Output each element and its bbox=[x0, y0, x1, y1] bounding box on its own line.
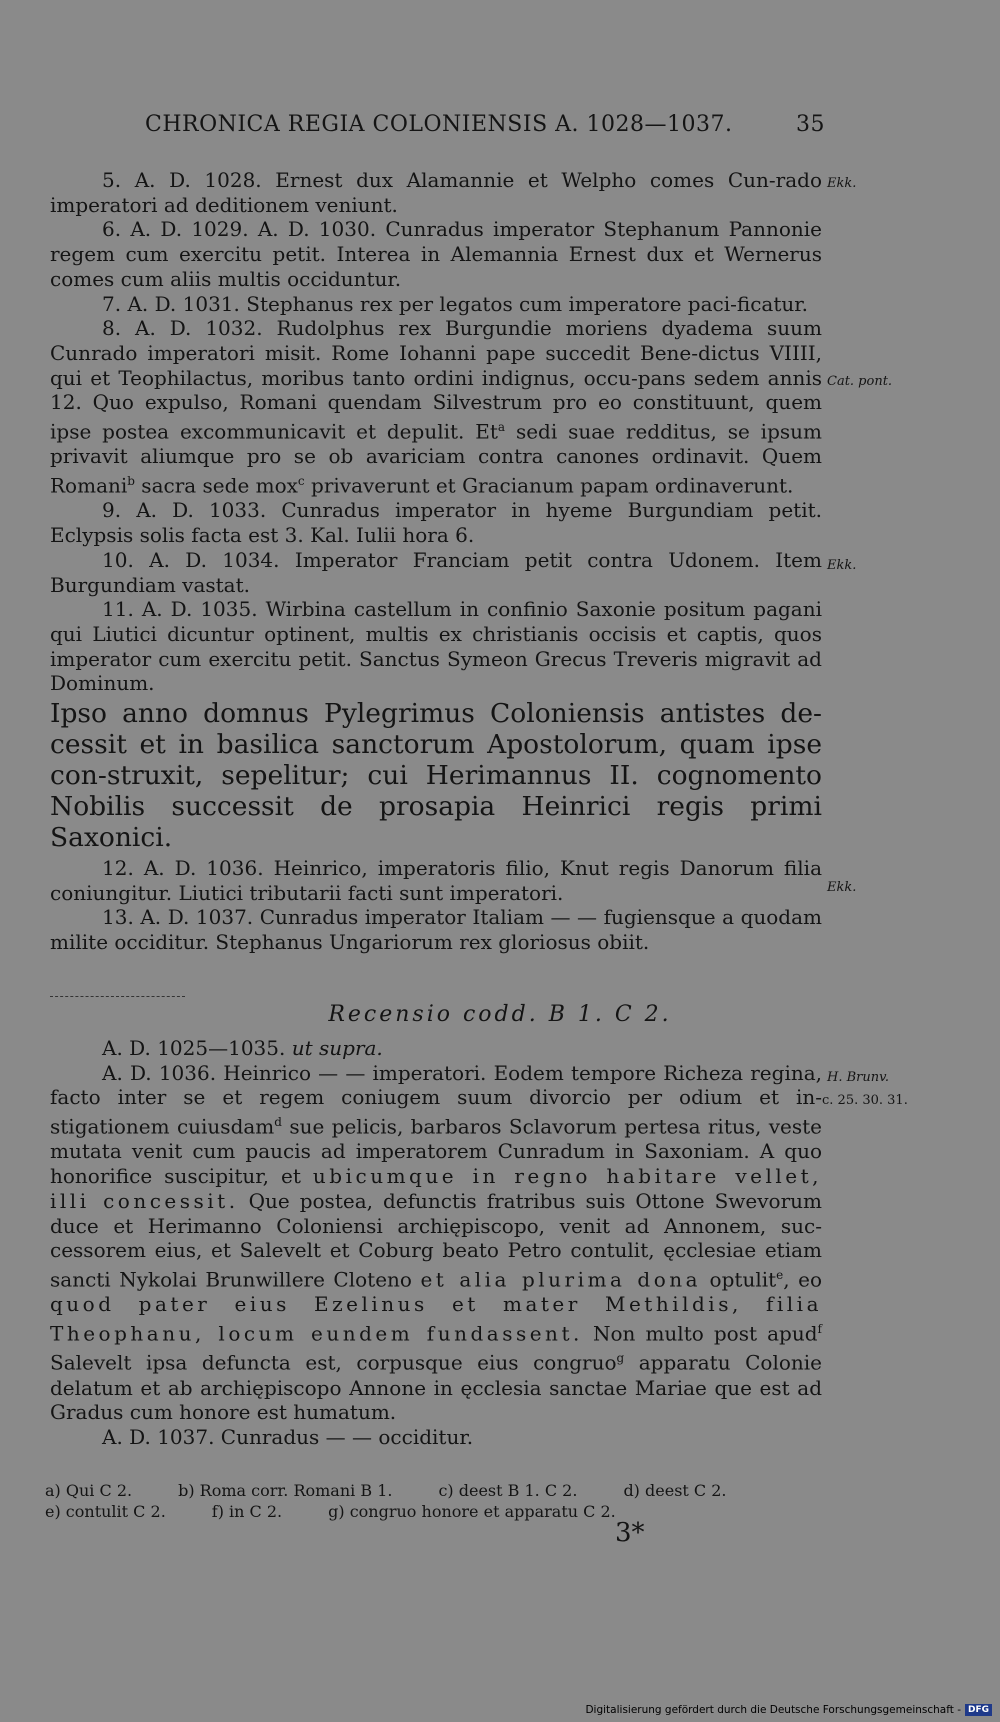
section-divider bbox=[50, 996, 185, 998]
recensio-heading: Recensio codd. B 1. C 2. bbox=[328, 1002, 672, 1027]
margin-note-cat-pont: Cat. pont. bbox=[827, 374, 893, 389]
margin-note-chapters: c. 25. 30. 31. bbox=[822, 1093, 908, 1108]
footer-text: Digitalisierung gefördert durch die Deutsche Forschungsgemeinschaft - bbox=[585, 1704, 961, 1716]
digitization-footer bbox=[585, 1704, 992, 1716]
page-title: CHRONICA REGIA COLONIENSIS A. 1028—1037. bbox=[145, 112, 733, 137]
footnote-c: c) deest B 1. C 2. bbox=[438, 1481, 578, 1500]
entry-1032: 8. A. D. 1032. Rudolphus rex Burgundie moriens dyadema suum Cunrado imperatori misit. Rome Iohanni pape succedit Bene-dictus VIIII, qui et Teophilactus, moribus tanto ordini indignus, occu-pans sedem annis 12. Quo expulso, Romani quendam Silvestrum pro eo constituunt, quem ipse postea excommunicavit et depulit. Et$^a$ sedi suae redditus, se ipsum privavit aliumque pro se ob avariciam contra canones ordinavit. Quem Romani$^b$ sacra sede mox$^c$ privaverunt et Gracianum papam ordinaverunt. bbox=[50, 316, 822, 498]
chronicle-text bbox=[50, 168, 822, 955]
footnote-d: d) deest C 2. bbox=[623, 1481, 727, 1500]
recensio-text bbox=[50, 1036, 822, 1450]
entry-1031: 7. A. D. 1031. Stephanus rex per legatos cum imperatore paci-ficatur. bbox=[102, 291, 808, 316]
entry-1034: 10. A. D. 1034. Imperator Franciam petit contra Udonem. Item Burgundiam vastat. bbox=[50, 547, 822, 597]
footnotes bbox=[45, 1480, 835, 1522]
footnote-f: f) in C 2. bbox=[211, 1502, 283, 1521]
recensio-entry-1037: A. D. 1037. Cunradus — — occiditur. bbox=[102, 1425, 474, 1450]
margin-note-h-brunv: H. Brunv. bbox=[827, 1070, 890, 1085]
entry-1033: 9. A. D. 1033. Cunradus imperator in hyeme Burgundiam petit. Eclypsis solis facta est 3. Kal. Iulii hora 6. bbox=[50, 498, 822, 548]
margin-note-ekk: Ekk. bbox=[827, 880, 857, 895]
recensio-entry-1036: A. D. 1036. Heinrico — — imperatori. Eodem tempore Richeza regina, facto inter se et regem coniugem suum divorcio per odium et in-stigationem cuiusdam$^d$ sue pelicis, barbaros Sclavorum pertesa ritus, veste mutata venit cum paucis ad imperatorem Cunradum in Saxoniam. A quo honorifice suscipitur, et ubicumque in regno habitare vellet, illi concessit. Que postea, defunctis fratribus suis Ottone Swevorum duce et Herimanno Coloniensi archiępiscopo, venit ad Annonem, suc-cessorem eius, et Salevelt et Coburg beato Petro contulit, ęcclesiae etiam sancti Nykolai Brunwillere Cloteno et alia plurima dona optulit$^e$, eo quod pater eius Ezelinus et mater Methildis, filia Theophanu, locum eundem fundassent. Non multo post apud$^f$ Salevelt ipsa defuncta est, corpusque eius congruo$^g$ apparatu Colonie delatum et ab archiępiscopo Annone in ęcclesia sanctae Mariae que est ad Gradus cum honore est humatum. bbox=[50, 1060, 823, 1425]
footnote-a: a) Qui C 2. bbox=[45, 1481, 133, 1500]
entry-1028: 5. A. D. 1028. Ernest dux Alamannie et Welpho comes Cun-rado imperatori ad deditionem veniunt. bbox=[50, 168, 822, 217]
signature-mark: 3* bbox=[615, 1518, 645, 1548]
entry-1036: 12. A. D. 1036. Heinrico, imperatoris filio, Knut regis Danorum filia coniungitur. Liutici tributarii facti sunt imperatori. bbox=[50, 856, 822, 905]
page-number: 35 bbox=[796, 112, 825, 137]
margin-note-ekk: Ekk. bbox=[827, 558, 857, 573]
entry-1035: 11. A. D. 1035. Wirbina castellum in confinio Saxonie positum pagani qui Liutici dicuntur optinent, multis ex christianis occisis et captis, quos imperator cum exercitu petit. Sanctus Symeon Grecus Treveris migravit ad Dominum. bbox=[50, 597, 822, 696]
footnote-e: e) contulit C 2. bbox=[45, 1502, 166, 1521]
entry-1037: 13. A. D. 1037. Cunradus imperator Italiam — — fugiensque a quodam milite occiditur. Stephanus Ungariorum rex gloriosus obiit. bbox=[50, 905, 822, 955]
margin-note-ekk: Ekk. bbox=[827, 176, 857, 191]
footnote-row bbox=[45, 1501, 835, 1522]
recensio-line-1025: A. D. 1025—1035. ut supra. bbox=[102, 1036, 383, 1060]
footnote-g: g) congruo honore et apparatu C 2. bbox=[328, 1502, 616, 1521]
running-header bbox=[50, 112, 825, 137]
entry-1029: 6. A. D. 1029. A. D. 1030. Cunradus imperator Stephanum Pannonie regem cum exercitu petit. Interea in Alemannia Ernest dux et Wernerus comes cum aliis multis occiduntur. bbox=[50, 217, 822, 291]
interpolation-pylegrimus: Ipso anno domnus Pylegrimus Coloniensis antistes de-cessit et in basilica sanctorum Apostolorum, quam ipse con-struxit, sepelitur; cui Herimannus II. cognomento Nobilis successit de prosapia Heinrici regis primi Saxonici. bbox=[50, 698, 822, 854]
dfg-logo: DFG bbox=[965, 1704, 992, 1716]
footnote-b: b) Roma corr. Romani B 1. bbox=[178, 1481, 393, 1500]
footnote-row bbox=[45, 1480, 835, 1501]
